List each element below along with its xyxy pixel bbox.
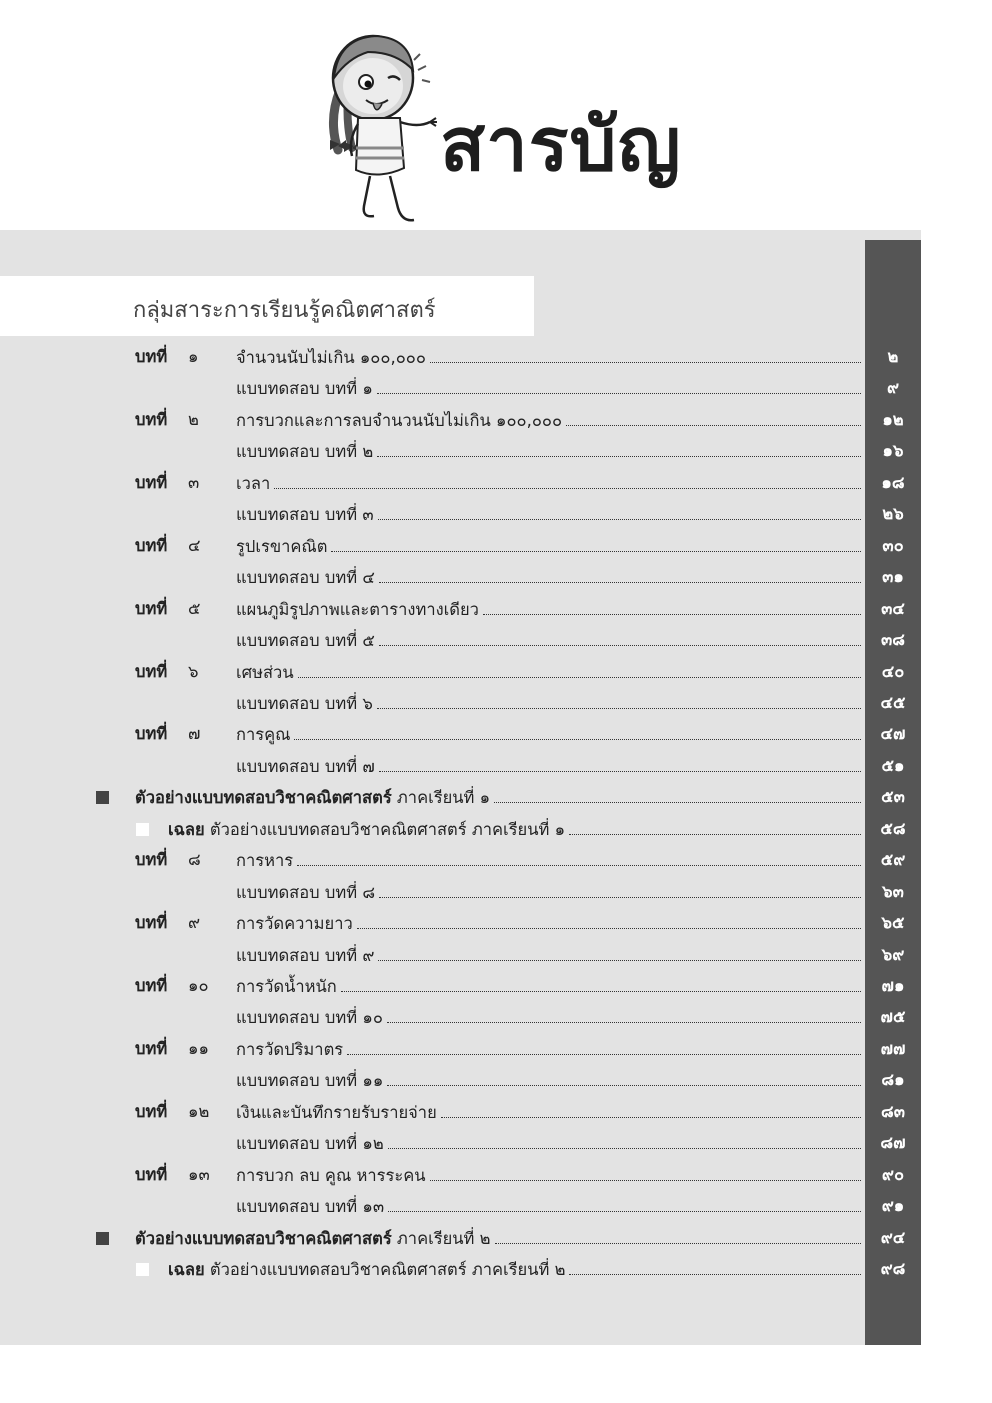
dot-leader [569,815,861,835]
toc-row [0,972,921,1003]
chapter-number: ๙ [188,913,201,933]
chapter-number: ๓ [188,472,200,492]
page-number: ๙๑ [881,1196,905,1216]
entry-line [236,469,863,498]
chapter-number: ๑๓ [188,1164,210,1184]
entry-line [236,1129,863,1158]
entry-line [236,563,863,592]
toc-row [0,846,921,877]
toc-row [0,374,921,405]
entry-line [236,374,863,403]
page-number: ๗๕ [880,1007,906,1027]
chapter-label: บทที่ [135,1038,168,1058]
chapter-label: บทที่ [135,1164,168,1184]
page-number: ๙ [886,378,900,398]
toc-row [0,343,921,374]
toc-row [0,909,921,940]
toc-row [0,1224,921,1255]
toc-row [0,500,921,531]
title-bold-part: เฉลย [168,1260,205,1280]
chapter-title: การหาร [236,851,294,871]
page-number: ๘๗ [880,1133,906,1153]
exam-title [135,784,490,812]
chapter-number: ๑๑ [188,1038,209,1058]
entry-line [236,846,863,875]
dot-leader [378,941,861,961]
test-title: แบบทดสอบ บทที่ ๔ [236,568,375,588]
title-rest-part: ตัวอย่างแบบทดสอบวิชาคณิตศาสตร์ ภาคเรียนที่ ๒ [204,1260,566,1280]
square-bullet-icon [96,1232,109,1245]
page-number: ๘๓ [880,1101,905,1121]
page-number: ๔๐ [881,661,905,681]
page-number: ๗๑ [881,976,905,995]
dot-leader [377,374,861,394]
dot-leader [274,469,861,489]
chapter-number: ๘ [188,850,201,870]
chapter-title: รูปเรขาคณิต [236,536,328,556]
dot-leader [569,1255,861,1275]
entry-line [236,1098,863,1127]
chapter-label: บทที่ [135,661,168,681]
toc-row [0,1098,921,1129]
page-number: ๕๙ [880,850,906,870]
page-number: ๖๕ [881,913,905,933]
chapter-label: บทที่ [135,409,168,429]
title-rest-part: ภาคเรียนที่ ๑ [391,788,491,808]
page-number: ๗๗ [880,1038,906,1058]
page-number: ๒๖ [882,504,904,524]
toc-row [0,941,921,972]
toc-row [0,1003,921,1034]
entry-line [236,626,863,655]
dot-leader [387,1003,861,1023]
chapter-title: การวัดน้ำหนัก [236,977,337,996]
toc-row [0,1192,921,1223]
chapter-number: ๑๒ [188,1101,210,1121]
toc-row [0,1035,921,1066]
test-title: แบบทดสอบ บทที่ ๓ [236,505,374,525]
chapter-title: เศษส่วน [236,662,294,682]
toc-row [0,469,921,500]
chapter-title: การบวก ลบ คูณ หารระคน [236,1165,426,1185]
entry-line [236,1035,863,1064]
dot-leader [388,1129,861,1149]
toc-row [0,1066,921,1097]
hollow-square-bullet-icon [136,823,149,836]
chapter-label: บทที่ [135,1101,168,1121]
dot-leader [495,1224,861,1244]
dot-leader [297,846,861,866]
entry-line [236,406,863,435]
chapter-title: การคูณ [236,725,291,745]
toc-row [0,815,921,846]
entry-line [168,815,863,844]
dot-leader [430,1161,861,1181]
page-number: ๔๕ [880,692,906,712]
chapter-number: ๕ [188,598,201,618]
entry-line [236,909,863,938]
entry-line [236,1161,863,1190]
toc-row [0,783,921,814]
chapter-title: การวัดความยาว [236,914,353,934]
entry-line [236,595,863,624]
toc-row [0,563,921,594]
page-number: ๕๑ [881,755,905,775]
dot-leader [378,500,861,520]
title-bold-part: ตัวอย่างแบบทดสอบวิชาคณิตศาสตร์ [135,1228,392,1248]
chapter-title: เวลา [236,473,271,493]
page-number: ๕๘ [880,818,906,838]
chapter-label: บทที่ [135,472,168,492]
entry-line [236,720,863,749]
toc-row [0,689,921,720]
page-number: ๓๐ [882,535,904,555]
page-number: ๓๘ [880,630,905,650]
dot-leader [483,595,861,615]
test-title: แบบทดสอบ บทที่ ๗ [236,756,375,776]
dot-leader [387,1066,861,1086]
entry-line [236,878,863,907]
toc-row [0,1161,921,1192]
toc-row [0,532,921,563]
dot-leader [430,343,861,363]
chapter-title: การวัดปริมาตร [236,1039,344,1059]
page-number: ๓๔ [881,598,905,618]
chapter-title: การบวกและการลบจำนวนนับไม่เกิน ๑๐๐,๐๐๐ [236,410,563,430]
title-rest-part: ภาคเรียนที่ ๒ [391,1228,491,1248]
page-number: ๓๑ [882,567,904,587]
toc-row [0,1255,921,1286]
test-title: แบบทดสอบ บทที่ ๑๐ [236,1008,383,1028]
page-number: ๕๓ [881,787,905,807]
entry-line [236,658,863,687]
page-number: ๑๒ [882,409,904,429]
chapter-number: ๖ [188,661,199,681]
dot-leader [379,626,861,646]
page-number: ๘๑ [881,1070,905,1090]
test-title: แบบทดสอบ บทที่ ๑๒ [236,1134,384,1154]
test-title: แบบทดสอบ บทที่ ๙ [236,945,375,965]
page-number: ๖๙ [881,944,905,964]
page-number: ๒ [887,347,899,366]
title-bold-part: เฉลย [168,819,205,839]
dot-leader [379,878,861,898]
dot-leader [377,689,861,709]
page-number: ๙๐ [881,1164,905,1184]
chapter-label: บทที่ [135,850,168,870]
dot-leader [341,972,861,992]
chapter-number: ๑๐ [188,976,209,995]
entry-line [236,500,863,529]
chapter-label: บทที่ [135,535,168,555]
page-number: ๖๓ [882,881,904,901]
dot-leader [388,1192,861,1212]
page-number: ๙๔ [880,1227,906,1247]
test-title: แบบทดสอบ บทที่ ๑ [236,379,373,399]
page-number: ๑๖ [882,441,904,461]
dot-leader [298,658,861,678]
page-title: สารบัญ [440,102,682,188]
solution-title [168,1256,565,1284]
chapter-label: บทที่ [135,976,168,995]
hollow-square-bullet-icon [136,1263,149,1276]
chapter-number: ๗ [188,724,201,744]
dot-leader [331,532,861,552]
chapter-number: ๔ [188,535,201,555]
toc-row [0,595,921,626]
solution-title [168,816,565,844]
test-title: แบบทดสอบ บทที่ ๖ [236,693,373,713]
subject-heading: กลุ่มสาระการเรียนรู้คณิตศาสตร์ [133,298,436,323]
entry-line [236,941,863,970]
entry-line [135,1224,863,1253]
test-title: แบบทดสอบ บทที่ ๑๓ [236,1197,385,1217]
test-title: แบบทดสอบ บทที่ ๘ [236,882,376,902]
entry-line [236,1066,863,1095]
dot-leader [441,1098,861,1118]
entry-line [236,437,863,466]
title-rest-part: ตัวอย่างแบบทดสอบวิชาคณิตศาสตร์ ภาคเรียนที่ ๑ [204,819,566,839]
dot-leader [379,563,861,583]
dot-leader [357,909,861,929]
entry-line [236,532,863,561]
exam-title [135,1225,491,1253]
chapter-label: บทที่ [135,724,168,744]
entry-line [236,1003,863,1032]
title-bold-part: ตัวอย่างแบบทดสอบวิชาคณิตศาสตร์ [135,788,392,808]
entry-line [135,783,863,812]
chapter-label: บทที่ [135,598,168,618]
toc-row [0,878,921,909]
entry-line [236,689,863,718]
page-number: ๔๗ [880,724,906,744]
dot-leader [347,1035,861,1055]
toc-row [0,720,921,751]
test-title: แบบทดสอบ บทที่ ๕ [236,631,375,651]
square-bullet-icon [96,791,109,804]
toc-row [0,658,921,689]
entry-line [236,1192,863,1221]
entry-line [236,752,863,781]
test-title: แบบทดสอบ บทที่ ๑๑ [236,1071,384,1091]
chapter-title: แผนภูมิรูปภาพและตารางทางเดียว [236,599,479,619]
toc-row [0,437,921,468]
entry-line [236,343,863,372]
toc-row [0,752,921,783]
page-number: ๑๘ [881,472,905,492]
chapter-number: ๒ [188,409,199,429]
chapter-title: เงินและบันทึกรายรับรายจ่าย [236,1102,437,1122]
toc-row [0,626,921,657]
dot-leader [494,783,861,803]
dot-leader [294,720,861,740]
test-title: แบบทดสอบ บทที่ ๒ [236,442,374,462]
toc-row [0,1129,921,1160]
chapter-number: ๑ [188,347,199,366]
dot-leader [379,752,861,772]
dot-leader [566,406,861,426]
entry-line [236,972,863,1001]
chapter-title: จำนวนนับไม่เกิน ๑๐๐,๐๐๐ [236,348,426,367]
chapter-label: บทที่ [135,913,168,933]
toc-row [0,406,921,437]
dot-leader [377,437,861,457]
entry-line [168,1255,863,1284]
page-number: ๙๘ [880,1259,906,1279]
chapter-label: บทที่ [135,347,168,366]
